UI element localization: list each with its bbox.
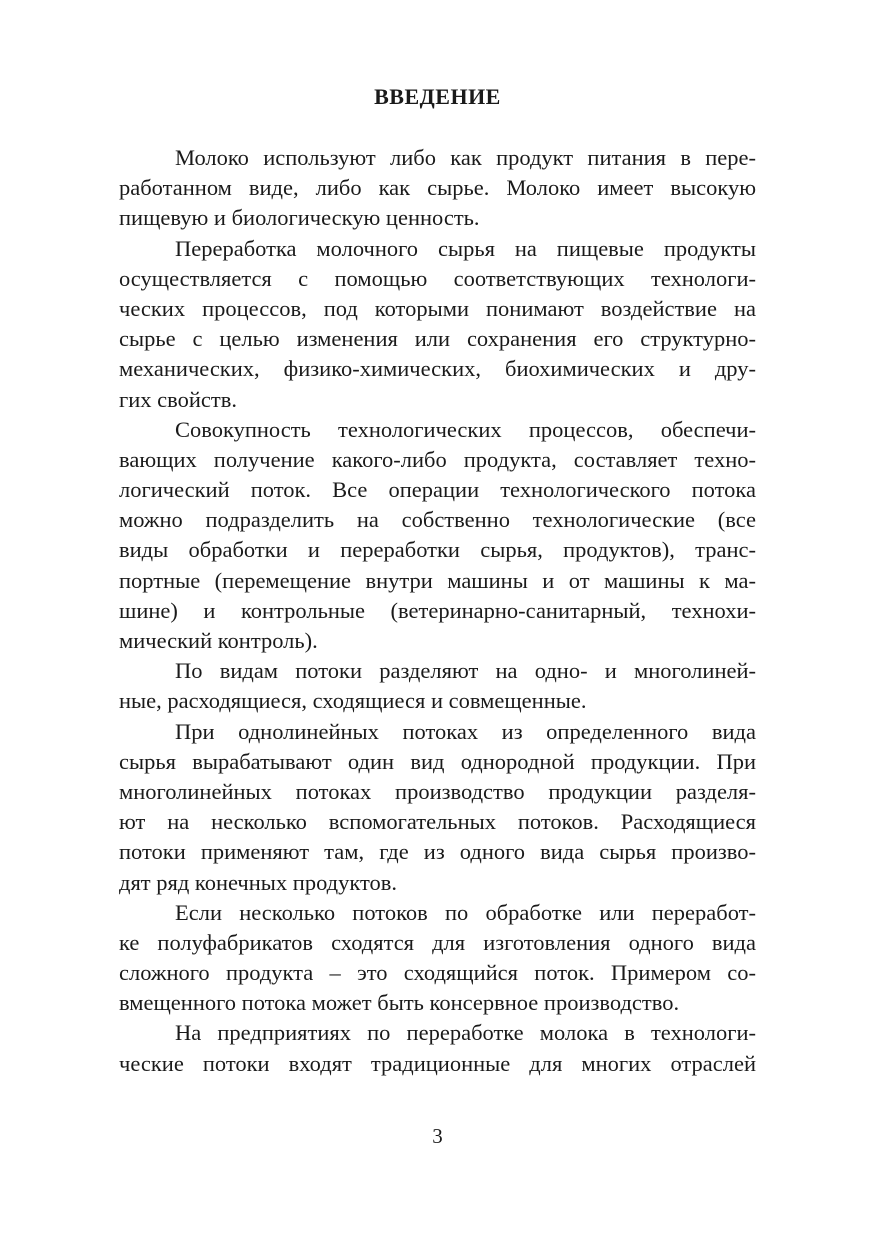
text-line: Переработка молочного сырья на пищевые продукты bbox=[175, 235, 756, 261]
text-line: сырье с целью изменения или сохранения его структурно- bbox=[119, 326, 756, 352]
text-line: многолинейных потоках производство продукции разделя- bbox=[119, 778, 756, 804]
section-heading: ВВЕДЕНИЕ bbox=[374, 84, 501, 109]
paragraph-2 bbox=[119, 234, 756, 415]
text-line: ные, расходящиеся, сходящиеся и совмещенные. bbox=[119, 688, 587, 714]
paragraph-6 bbox=[119, 898, 756, 1019]
text-line: механических, физико-химических, биохимических и дру- bbox=[119, 356, 756, 382]
text-line: гих свойств. bbox=[119, 386, 237, 412]
text-line: Молоко используют либо как продукт питания в пере- bbox=[175, 145, 756, 170]
text-line: сложного продукта – это сходящийся поток. Примером со- bbox=[119, 960, 756, 986]
text-line: портные (перемещение внутри машины и от машины к ма- bbox=[119, 567, 756, 593]
paragraph-7 bbox=[119, 1018, 756, 1078]
text-line: При однолинейных потоках из определенного вида bbox=[175, 718, 756, 744]
text-line: Совокупность технологических процессов, обеспечи- bbox=[175, 416, 756, 442]
text-line: логический поток. Все операции технологического потока bbox=[119, 477, 756, 503]
paragraph-4 bbox=[119, 656, 756, 716]
text-line: ческие потоки входят традиционные для многих отраслей bbox=[119, 1050, 756, 1076]
text-line: можно подразделить на собственно технологические (все bbox=[119, 507, 756, 533]
text-line: пищевую и биологическую ценность. bbox=[119, 205, 480, 231]
text-line: вмещенного потока может быть консервное производство. bbox=[119, 990, 680, 1016]
text-line: ческих процессов, под которыми понимают воздействие на bbox=[119, 295, 756, 321]
paragraph-3 bbox=[119, 415, 756, 657]
paragraph-1 bbox=[119, 143, 756, 234]
text-line: мический контроль). bbox=[119, 628, 318, 653]
text-line: сырья вырабатывают один вид однородной продукции. При bbox=[119, 748, 756, 774]
text-line: виды обработки и переработки сырья, продуктов), транс- bbox=[119, 537, 756, 563]
text-line: ке полуфабрикатов сходятся для изготовления одного вида bbox=[119, 929, 756, 955]
text-line: потоки применяют там, где из одного вида сырья произво- bbox=[119, 839, 756, 865]
page-number: 3 bbox=[432, 1124, 443, 1148]
text-line: ют на несколько вспомогательных потоков. Расходящиеся bbox=[119, 809, 756, 835]
text-line: По видам потоки разделяют на одно- и многолиней- bbox=[175, 658, 756, 684]
text-line: дят ряд конечных продуктов. bbox=[119, 869, 398, 895]
text-line: вающих получение какого-либо продукта, составляет техно- bbox=[119, 446, 756, 472]
text-line: Если несколько потоков по обработке или переработ- bbox=[175, 899, 756, 925]
body-text bbox=[119, 143, 756, 1079]
text-line: осуществляется с помощью соответствующих технологи- bbox=[119, 265, 756, 291]
text-line: шине) и контрольные (ветеринарно-санитарный, технохи- bbox=[119, 597, 756, 623]
paragraph-5 bbox=[119, 717, 756, 898]
text-line: На предприятиях по переработке молока в технологи- bbox=[175, 1020, 756, 1046]
text-line: работанном виде, либо как сырье. Молоко имеет высокую bbox=[119, 175, 756, 201]
